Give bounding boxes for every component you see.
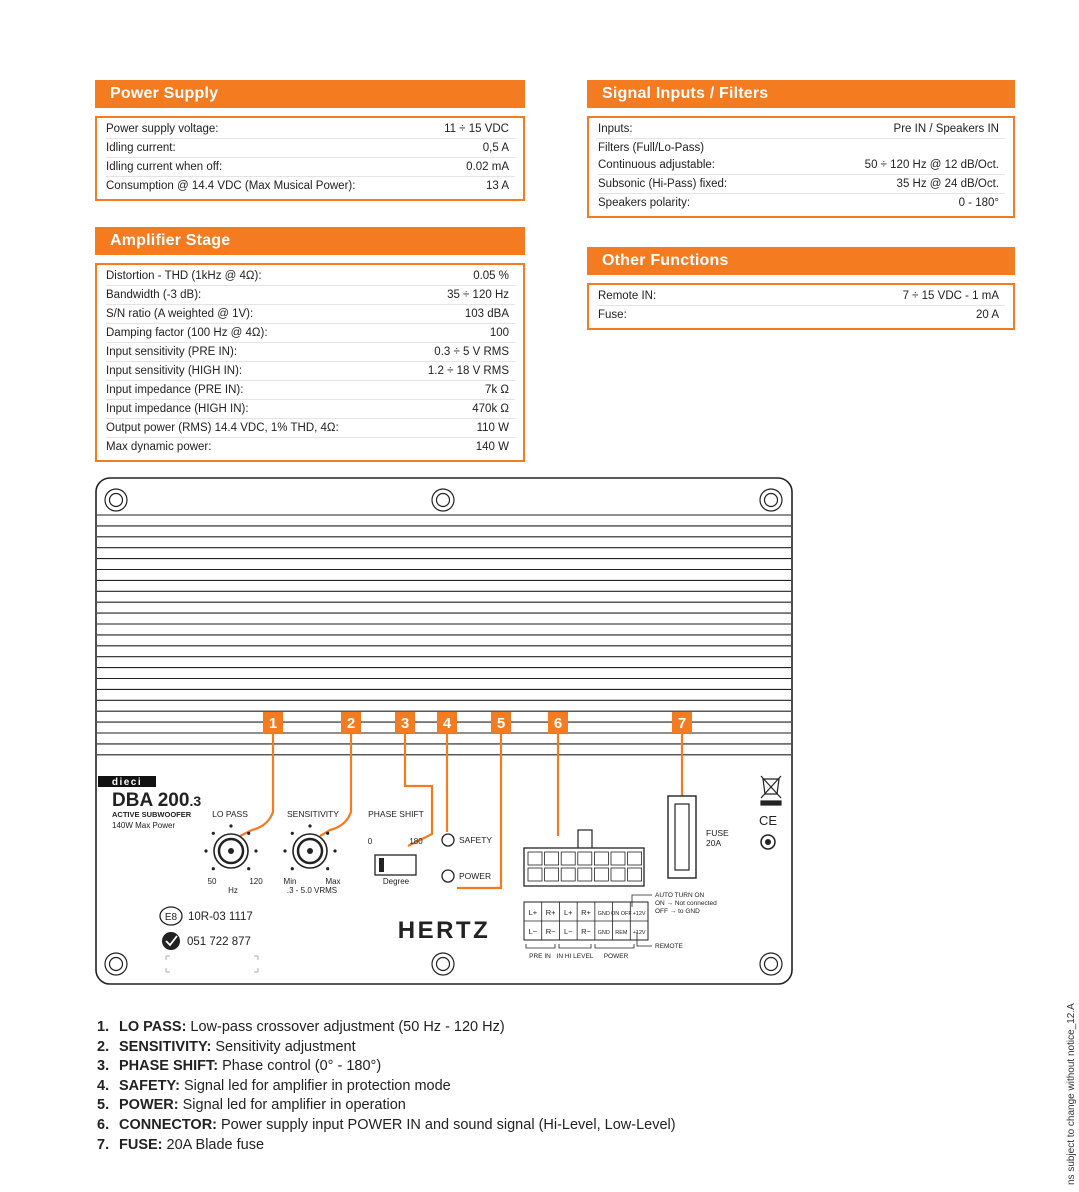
spec-value: 470k Ω: [472, 402, 509, 415]
svg-text:E8: E8: [164, 912, 178, 923]
brand-small-logo: dieci: [111, 777, 143, 788]
callout-6: 6: [553, 715, 563, 732]
spec-row: [106, 177, 515, 195]
spec-value: 1.2 ÷ 18 V RMS: [427, 364, 509, 377]
legend-item: [97, 1038, 676, 1058]
legend-name: FUSE:: [119, 1136, 163, 1153]
legend-desc: Power supply input POWER IN and sound signal (Hi-Level, Low-Level): [221, 1116, 676, 1133]
connector-pin: [628, 868, 642, 881]
scale-dot: [247, 867, 250, 870]
legend-item: [97, 1018, 676, 1038]
spec-value: 35 ÷ 120 Hz: [447, 288, 509, 301]
scale-dot: [291, 867, 294, 870]
spec-label: Consumption @ 14.4 VDC (Max Musical Power):: [106, 179, 356, 192]
spec-label: Distortion - THD (1kHz @ 4Ω):: [106, 269, 262, 282]
legend-num: 3.: [97, 1058, 110, 1075]
sensitivity-knob[interactable]: [293, 834, 327, 868]
spec-label: Input sensitivity (PRE IN):: [106, 345, 238, 358]
spec-value: 0.3 ÷ 5 V RMS: [434, 345, 509, 358]
lo-pass-min: 50: [207, 877, 217, 886]
legend-item: [97, 1057, 676, 1077]
spec-value: 100: [489, 326, 509, 339]
pin-label: +12V: [632, 930, 646, 936]
spec-row: [106, 343, 515, 362]
spec-value: 0.05 %: [473, 269, 509, 282]
spec-row: [106, 305, 515, 324]
spec-label: Bandwidth (-3 dB):: [106, 288, 202, 301]
connector-pin: [528, 852, 542, 865]
spec-label: Subsonic (Hi-Pass) fixed:: [598, 177, 728, 190]
power-supply-table: [95, 116, 525, 201]
lo-pass-unit: Hz: [228, 886, 238, 895]
other-functions-section: [587, 247, 1015, 330]
pin-group-pre-in: PRE IN: [529, 953, 551, 960]
scale-dot: [204, 849, 207, 852]
other-functions-title: Other Functions: [587, 247, 1015, 275]
spec-row: [106, 120, 515, 139]
legend-num: 2.: [97, 1038, 110, 1055]
spec-value: 35 Hz @ 24 dB/Oct.: [896, 177, 999, 190]
other-functions-table: [587, 283, 1015, 330]
callout-1: 1: [268, 715, 278, 732]
spec-label: Speakers polarity:: [598, 196, 691, 209]
spec-label: Max dynamic power:: [106, 440, 212, 453]
cert-number-2: 051 722 877: [187, 936, 251, 948]
connector-pin: [561, 852, 575, 865]
connector-pin: [561, 868, 575, 881]
spec-row: [106, 324, 515, 343]
spec-row: [106, 139, 515, 158]
fuse-label: FUSE: [706, 828, 729, 838]
spec-label: Fuse:: [598, 308, 627, 321]
spec-value: 13 A: [485, 179, 509, 192]
legend-item: [97, 1136, 676, 1156]
spec-label: Idling current when off:: [106, 160, 223, 173]
legend-name: SENSITIVITY:: [119, 1038, 212, 1055]
legend-name: LO PASS:: [119, 1019, 187, 1035]
scale-dot: [326, 867, 329, 870]
pin-label: L+: [564, 908, 573, 917]
pin-label: L+: [528, 908, 538, 917]
sensitivity-min: Min: [283, 877, 297, 886]
pin-label: +12V: [632, 911, 646, 917]
spec-row: [598, 306, 1005, 324]
spec-value: 140 W: [475, 440, 509, 453]
spec-row: [106, 267, 515, 286]
pin-label: GND: [597, 930, 610, 936]
legend-name: PHASE SHIFT:: [119, 1058, 219, 1075]
scale-dot: [247, 832, 250, 835]
spec-label: Input sensitivity (HIGH IN):: [106, 364, 243, 377]
callout-7: 7: [677, 715, 687, 732]
sensitivity-label: SENSITIVITY: [287, 809, 339, 819]
spec-value: 50 ÷ 120 Hz @ 12 dB/Oct.: [864, 158, 999, 171]
spec-label: Input impedance (PRE IN):: [106, 383, 244, 396]
pin-label: R+: [545, 908, 556, 917]
callout-3: 3: [400, 715, 410, 732]
amplifier-stage-section: [95, 227, 525, 462]
connector-pin: [545, 852, 559, 865]
auto-turn-on-on: ON → Not connected: [655, 900, 717, 907]
spec-row: [106, 362, 515, 381]
connector-pin: [545, 868, 559, 881]
connector-pin: [628, 852, 642, 865]
spec-value: 103 dBA: [464, 307, 509, 320]
callout-4: 4: [442, 715, 452, 732]
pin-label: GND: [597, 911, 610, 917]
pin-group-power: POWER: [603, 953, 629, 960]
safety-led-icon: [442, 834, 454, 846]
legend-item: [97, 1077, 676, 1097]
max-power-label: 140W Max Power: [112, 821, 176, 830]
spec-label: Remote IN:: [598, 289, 657, 302]
spec-row: [106, 438, 515, 456]
spec-row: [598, 175, 1005, 194]
spec-row: [598, 194, 1005, 212]
fuse-value: 20A: [706, 838, 722, 848]
scale-dot: [254, 849, 257, 852]
legend-num: 1.: [97, 1019, 110, 1035]
cert-number-1: 10R-03 1117: [188, 911, 253, 923]
legend-name: POWER:: [119, 1097, 179, 1114]
power-led-label: POWER: [459, 871, 492, 881]
scale-dot: [333, 849, 336, 852]
scale-dot: [212, 867, 215, 870]
spec-row: [598, 287, 1005, 306]
spec-label: Input impedance (HIGH IN):: [106, 402, 249, 415]
callout-5: 5: [496, 715, 506, 732]
spec-row: [106, 286, 515, 305]
connector-pin: [611, 868, 625, 881]
spec-row: [106, 381, 515, 400]
amplifier-stage-title: Amplifier Stage: [95, 227, 525, 255]
legend-desc: Phase control (0° - 180°): [222, 1058, 382, 1075]
connector-pin: [578, 852, 592, 865]
connector-pin: [611, 852, 625, 865]
legend-desc: 20A Blade fuse: [166, 1136, 265, 1153]
spec-row: [598, 120, 1005, 139]
spec-value: 7k Ω: [485, 383, 509, 396]
sensitivity-max: Max: [325, 877, 341, 886]
connector-pin: [594, 852, 608, 865]
lo-pass-knob[interactable]: [214, 834, 248, 868]
model-name-main: DBA 200: [112, 790, 190, 811]
spec-value: 0 - 180°: [958, 196, 999, 209]
fuse-holder[interactable]: [668, 796, 696, 878]
pin-label: L−: [564, 927, 573, 936]
signal-inputs-table: [587, 116, 1015, 218]
scale-dot: [326, 832, 329, 835]
spec-label: Filters (Full/Lo-Pass) Continuous adjustable:: [598, 141, 715, 171]
side-note: ns subject to change without notice_12.A: [1066, 1003, 1077, 1185]
spec-value: 11 ÷ 15 VDC: [444, 122, 509, 135]
spec-label: S/N ratio (A weighted @ 1V):: [106, 307, 254, 320]
spec-label: Output power (RMS) 14.4 VDC, 1% THD, 4Ω:: [106, 421, 339, 434]
model-suffix: .3: [189, 793, 202, 809]
legend-item: [97, 1096, 676, 1116]
spec-row: [106, 158, 515, 177]
connector-pin: [594, 868, 608, 881]
pin-label: R−: [581, 927, 591, 936]
scale-dot: [308, 824, 311, 827]
safety-label: SAFETY: [459, 835, 493, 845]
connector-pin: [528, 868, 542, 881]
spec-label: Inputs:: [598, 122, 633, 135]
amplifier-stage-table: [95, 263, 525, 462]
connector-pin: [578, 868, 592, 881]
hertz-logo: HERTZ: [397, 917, 491, 944]
legend-desc: Signal led for amplifier in operation: [182, 1097, 406, 1114]
legend-name: SAFETY:: [119, 1077, 180, 1094]
spec-value: Pre IN / Speakers IN: [893, 122, 999, 135]
spec-row: [106, 419, 515, 438]
phase-shift-label: PHASE SHIFT: [368, 809, 424, 819]
signal-inputs-section: [587, 80, 1015, 218]
pin-label: R−: [545, 927, 556, 936]
feature-legend: [97, 1018, 676, 1155]
pin-label: R+: [581, 908, 591, 917]
legend-num: 7.: [97, 1136, 110, 1153]
model-name: [112, 790, 201, 811]
pin-label: L−: [528, 927, 538, 936]
power-supply-section: [95, 80, 525, 201]
spec-value: 20 A: [975, 308, 999, 321]
legend-num: 5.: [97, 1097, 110, 1114]
spec-label: Damping factor (100 Hz @ 4Ω):: [106, 326, 268, 339]
lo-pass-max: 120: [249, 877, 263, 886]
spec-row: [106, 400, 515, 419]
auto-turn-on-label: AUTO TURN ON: [655, 892, 705, 899]
legend-name: CONNECTOR:: [119, 1116, 218, 1133]
c-tick-icon: [162, 932, 180, 950]
phase-180-label: 180: [409, 837, 423, 846]
pin-group-hi-level: IN HI LEVEL: [556, 953, 594, 960]
legend-num: 4.: [97, 1077, 110, 1094]
legend-num: 6.: [97, 1116, 110, 1133]
sensitivity-range: .3 - 5.0 VRMS: [286, 886, 338, 895]
spec-label: Idling current:: [106, 141, 176, 154]
legend-desc: Low-pass crossover adjustment (50 Hz - 120 Hz): [190, 1019, 505, 1035]
legend-desc: Sensitivity adjustment: [215, 1038, 356, 1055]
scale-dot: [229, 824, 232, 827]
spec-value: 7 ÷ 15 VDC - 1 mA: [902, 289, 999, 302]
amplifier-panel-diagram: [92, 474, 796, 994]
pin-label: ON OFF: [611, 911, 632, 917]
auto-turn-on-off: OFF → to GND: [655, 908, 700, 915]
phase-0-label: 0: [367, 837, 373, 846]
legend-item: [97, 1116, 676, 1136]
spec-value: 0.02 mA: [466, 160, 509, 173]
remote-label: REMOTE: [655, 943, 683, 950]
ce-mark-icon: CE: [758, 813, 778, 828]
phase-shift-switch[interactable]: [375, 855, 416, 875]
spec-value: 110 W: [476, 421, 509, 434]
pin-label: REM: [615, 930, 628, 936]
scale-dot: [291, 832, 294, 835]
power-supply-title: Power Supply: [95, 80, 525, 108]
legend-desc: Signal led for amplifier in protection mode: [183, 1077, 451, 1094]
scale-dot: [212, 832, 215, 835]
phase-unit-label: Degree: [382, 877, 410, 886]
spec-label: Power supply voltage:: [106, 122, 219, 135]
model-subtitle: ACTIVE SUBWOOFER: [112, 810, 192, 819]
spec-value: 0,5 A: [482, 141, 509, 154]
power-led-icon: [442, 870, 454, 882]
scale-dot: [283, 849, 286, 852]
callout-2: 2: [346, 715, 356, 732]
signal-inputs-title: Signal Inputs / Filters: [587, 80, 1015, 108]
lo-pass-label: LO PASS: [212, 809, 248, 819]
spec-row: [598, 139, 1005, 175]
